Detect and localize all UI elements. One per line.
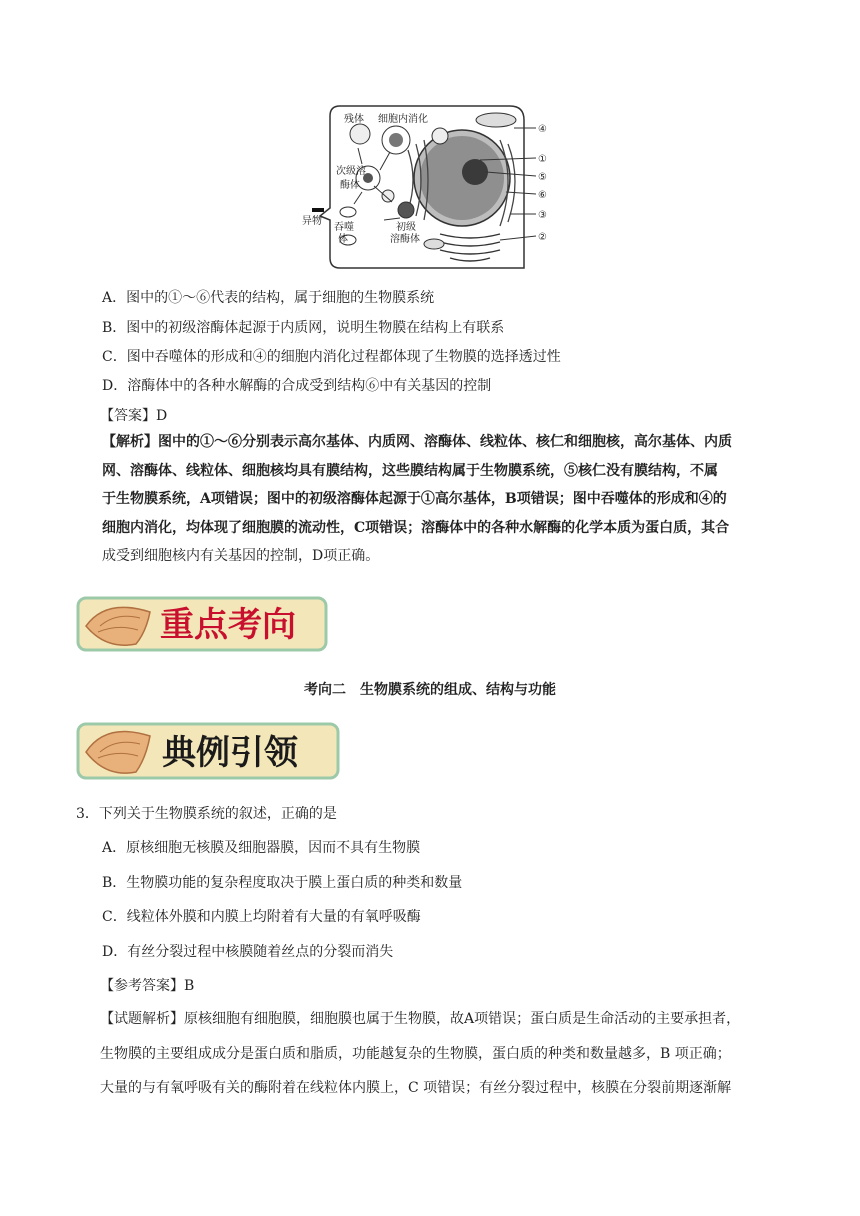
label-num-3: ③ — [538, 210, 547, 221]
mitochondrion-1 — [476, 113, 516, 127]
q2-option-c: C．图中吞噬体的形成和④的细胞内消化过程都体现了生物膜的选择透过性 — [102, 349, 561, 365]
label-num-5: ⑤ — [538, 172, 547, 183]
cell-diagram-svg — [300, 100, 562, 276]
banner-key-topics-text: 重点考向 — [160, 605, 296, 645]
label-secondary-lysosome-2: 酶体 — [340, 180, 360, 191]
q3-analysis-line: 【试题解析】原核细胞有细胞膜，细胞膜也属于生物膜，故A项错误；蛋白质是生命活动的主要承担者， — [100, 1011, 741, 1027]
q3-option-c: C．线粒体外膜和内膜上均附着有大量的有氧呼吸酶 — [102, 909, 421, 925]
q2-option-a: A．图中的①～⑥代表的结构，属于细胞的生物膜系统 — [102, 290, 435, 306]
primary-lysosome — [398, 202, 414, 218]
label-phagosome-1: 吞噬 — [334, 222, 354, 233]
q3-analysis-line: 大量的与有氧呼吸有关的酶附着在线粒体内膜上，C 项错误；有丝分裂过程中，核膜在分裂前期逐渐解 — [100, 1080, 732, 1096]
q3-answer: 【参考答案】B — [100, 978, 195, 994]
section-title: 考向二 生物膜系统的组成、结构与功能 — [304, 682, 556, 698]
banner-example — [76, 716, 340, 784]
chromatin — [420, 136, 504, 220]
banner-key-topics — [76, 592, 328, 656]
q2-analysis-line: 成受到细胞核内有关基因的控制，D项正确。 — [102, 548, 380, 564]
residual-body — [350, 124, 370, 144]
q3-stem: 3．下列关于生物膜系统的叙述，正确的是 — [76, 806, 337, 822]
q2-analysis-line: 网、溶酶体、线粒体、细胞核均具有膜结构，这些膜结构属于生物膜系统，⑤核仁没有膜结构，不属 — [102, 462, 718, 479]
q2-analysis-line: 于生物膜系统，A项错误；图中的初级溶酶体起源于①高尔基体，B项错误；图中吞噬体的形成和④的 — [102, 491, 727, 507]
label-primary-lysosome-1: 初级 — [396, 222, 416, 233]
nucleolus — [462, 159, 488, 185]
label-intracellular-digestion: 细胞内消化 — [378, 114, 428, 125]
label-primary-lysosome-2: 溶酶体 — [390, 234, 420, 245]
label-num-1: ① — [538, 154, 547, 165]
q3-analysis — [100, 1002, 800, 1106]
label-secondary-lysosome-1: 次级溶 — [336, 166, 366, 177]
q3-option-b: B．生物膜功能的复杂程度取决于膜上蛋白质的种类和数量 — [102, 875, 463, 891]
label-num-6: ⑥ — [538, 190, 547, 201]
q3-option-a: A．原核细胞无核膜及细胞器膜，因而不具有生物膜 — [102, 840, 421, 856]
banner-example-text: 典例引领 — [162, 733, 298, 773]
phagosome — [340, 207, 356, 217]
q2-option-b: B．图中的初级溶酶体起源于内质网，说明生物膜在结构上有联系 — [102, 320, 505, 336]
label-num-4: ④ — [538, 124, 547, 135]
label-phagosome-2: 体 — [338, 234, 348, 245]
q3-option-d: D．有丝分裂过程中核膜随着丝点的分裂而消失 — [102, 944, 394, 960]
foreign-body — [312, 208, 324, 212]
cell-diagram — [300, 100, 562, 276]
q2-analysis — [102, 428, 802, 571]
label-foreign-body: 异物 — [302, 216, 322, 227]
q2-analysis-line: 【解析】图中的①～⑥分别表示高尔基体、内质网、溶酶体、线粒体、核仁和细胞核，高尔基体、内质 — [102, 434, 732, 450]
q2-analysis-line: 细胞内消化，均体现了细胞膜的流动性，C项错误；溶酶体中的各种水解酶的化学本质为蛋白质，其合 — [102, 519, 730, 536]
q2-answer: 【答案】D — [100, 408, 168, 424]
mitochondrion-2 — [424, 239, 444, 249]
golgi — [440, 234, 500, 261]
q3-analysis-line: 生物膜的主要组成成分是蛋白质和脂质，功能越复杂的生物膜，蛋白质的种类和数量越多，B 项正确； — [100, 1045, 731, 1062]
q2-option-d: D．溶酶体中的各种水解酶的合成受到结构⑥中有关基因的控制 — [102, 378, 492, 394]
label-residual-body: 残体 — [344, 114, 364, 125]
label-num-2: ② — [538, 232, 547, 243]
